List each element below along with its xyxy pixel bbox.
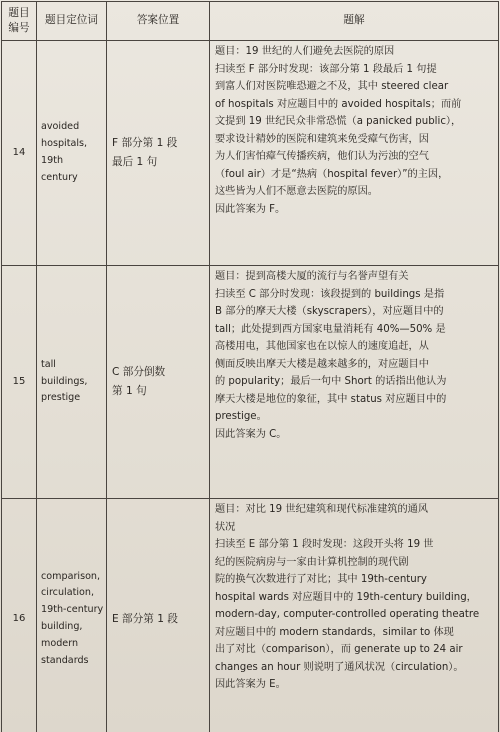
question-number: 15	[2, 266, 37, 499]
table-header-row	[2, 2, 499, 41]
locator-keywords: avoided hospitals, 19th century	[37, 41, 107, 266]
table-row	[2, 499, 499, 732]
table-row	[2, 41, 499, 266]
explanation-text: 题目：对比 19 世纪建筑和现代标准建筑的通风 状况 扫读至 E 部分第 1 段时发现：这段开头将 19 世 纪的医院病房与一家由计算机控制的现代剧 院的换气次数进行了对比；其中 19th-century hospital wards 对应题目中的 19th-century building， modern-day, computer-controlled operating theatre 对应题目中的 modern standards，similar to 体现 出了对比（comparison），而 generate up to 24 air changes an hour 则说明了通风状况（circulation）。 因此答案为 E。	[210, 499, 499, 732]
answer-position: E 部分第 1 段	[107, 499, 210, 732]
explanation-text: 题目：19 世纪的人们避免去医院的原因 扫读至 F 部分时发现：该部分第 1 段最后 1 句提 到富人们对医院唯恐避之不及，其中 steered clear of hospitals 对应题目中的 avoided hospitals；而前 文提到 19 世纪民众非常恐慌（a panicked public）， 要求设计精妙的医院和建筑来免受瘴气伤害，因 为人们害怕瘴气传播疾病，他们认为污浊的空气 （foul air）才是“热病（hospital fever）”的主因， 这些皆为人们不愿意去医院的原因。 因此答案为 F。	[210, 41, 499, 266]
table-row	[2, 266, 499, 499]
header-explanation: 题解	[210, 2, 499, 41]
header-locator: 题目定位词	[37, 2, 107, 41]
header-position: 答案位置	[107, 2, 210, 41]
question-number: 16	[2, 499, 37, 732]
locator-keywords: comparison, circulation, 19th-century building, modern standards	[37, 499, 107, 732]
header-number: 题目 编号	[2, 2, 37, 41]
answer-position: F 部分第 1 段 最后 1 句	[107, 41, 210, 266]
answer-table	[1, 1, 499, 732]
locator-keywords: tall buildings, prestige	[37, 266, 107, 499]
question-number: 14	[2, 41, 37, 266]
answer-position: C 部分倒数 第 1 句	[107, 266, 210, 499]
explanation-text: 题目：提到高楼大厦的流行与名誉声望有关 扫读至 C 部分时发现：该段提到的 buildings 是指 B 部分的摩天大楼（skyscrapers），对应题目中的 tall；此处提到西方国家电量消耗有 40%—50% 是 高楼用电，其他国家也在以惊人的速度追赶，从 侧面反映出摩天大楼是越来越多的，对应题目中 的 popularity；最后一句中 Short 的话指出他认为 摩天大楼是地位的象征，其中 status 对应题目中的 prestige。 因此答案为 C。	[210, 266, 499, 499]
